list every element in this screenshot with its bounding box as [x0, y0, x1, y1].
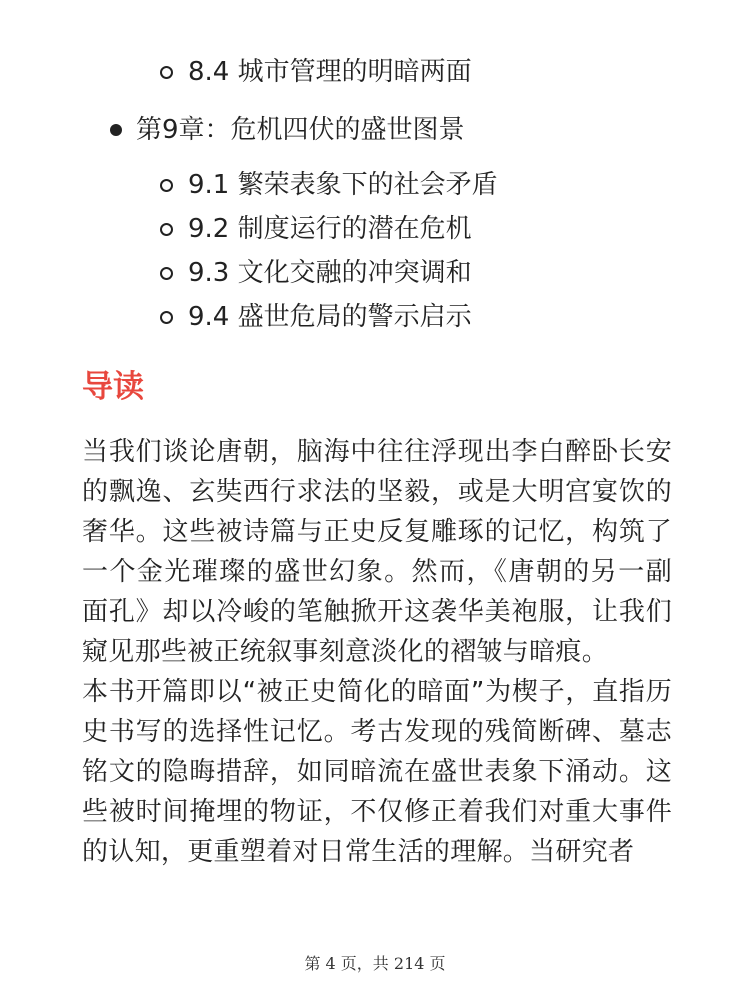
toc-chapter-9[interactable]	[110, 106, 736, 154]
hollow-bullet-icon	[160, 223, 173, 236]
toc-item-label: 9.1 繁荣表象下的社会矛盾	[188, 170, 498, 200]
toc-item-label: 8.4 城市管理的明暗两面	[188, 57, 472, 87]
hollow-bullet-icon	[160, 66, 173, 79]
toc-item-label: 9.2 制度运行的潜在危机	[188, 214, 472, 244]
toc-item-label: 9.4 盛世危局的警示启示	[188, 302, 472, 332]
hollow-bullet-icon	[160, 267, 173, 280]
toc-sublist-chapter-8	[160, 50, 720, 94]
page-number-footer: 第 4 页，共 214 页	[304, 954, 446, 973]
toc-item-9-1[interactable]	[160, 163, 720, 207]
hollow-bullet-icon	[160, 179, 173, 192]
solid-bullet-icon	[110, 124, 122, 136]
section-heading: 导读	[82, 369, 144, 405]
toc-chapter-label: 第9章：危机四伏的盛世图景	[136, 115, 465, 145]
body-paragraph-2: 本书开篇即以“被正史简化的暗面”为楔子，直指历史书写的选择性记忆。考古发现的残简断碑、墓志铭文的隐晦措辞，如同暗流在盛世表象下涌动。这些被时间掩埋的物证，不仅修正着我们对重大事件的认知，更重塑着对日常生活的理解。当研究者	[82, 677, 672, 867]
toc-item-8-4[interactable]	[160, 50, 720, 94]
toc-item-9-2[interactable]	[160, 207, 720, 251]
toc-item-label: 9.3 文化交融的冲突调和	[188, 258, 472, 288]
body-paragraph-1: 当我们谈论唐朝，脑海中往往浮现出李白醉卧长安的飘逸、玄奘西行求法的坚毅，或是大明宫宴饮的奢华。这些被诗篇与正史反复雕琢的记忆，构筑了一个金光璀璨的盛世幻象。然而，《唐朝的另一副面孔》却以冷峻的笔触掀开这袭华美袍服，让我们窥见那些被正统叙事刻意淡化的褶皱与暗痕。	[82, 437, 672, 667]
hollow-bullet-icon	[160, 311, 173, 324]
toc-sublist-chapter-9	[160, 163, 720, 339]
toc-item-9-3[interactable]	[160, 251, 720, 295]
toc-item-9-4[interactable]	[160, 295, 720, 339]
